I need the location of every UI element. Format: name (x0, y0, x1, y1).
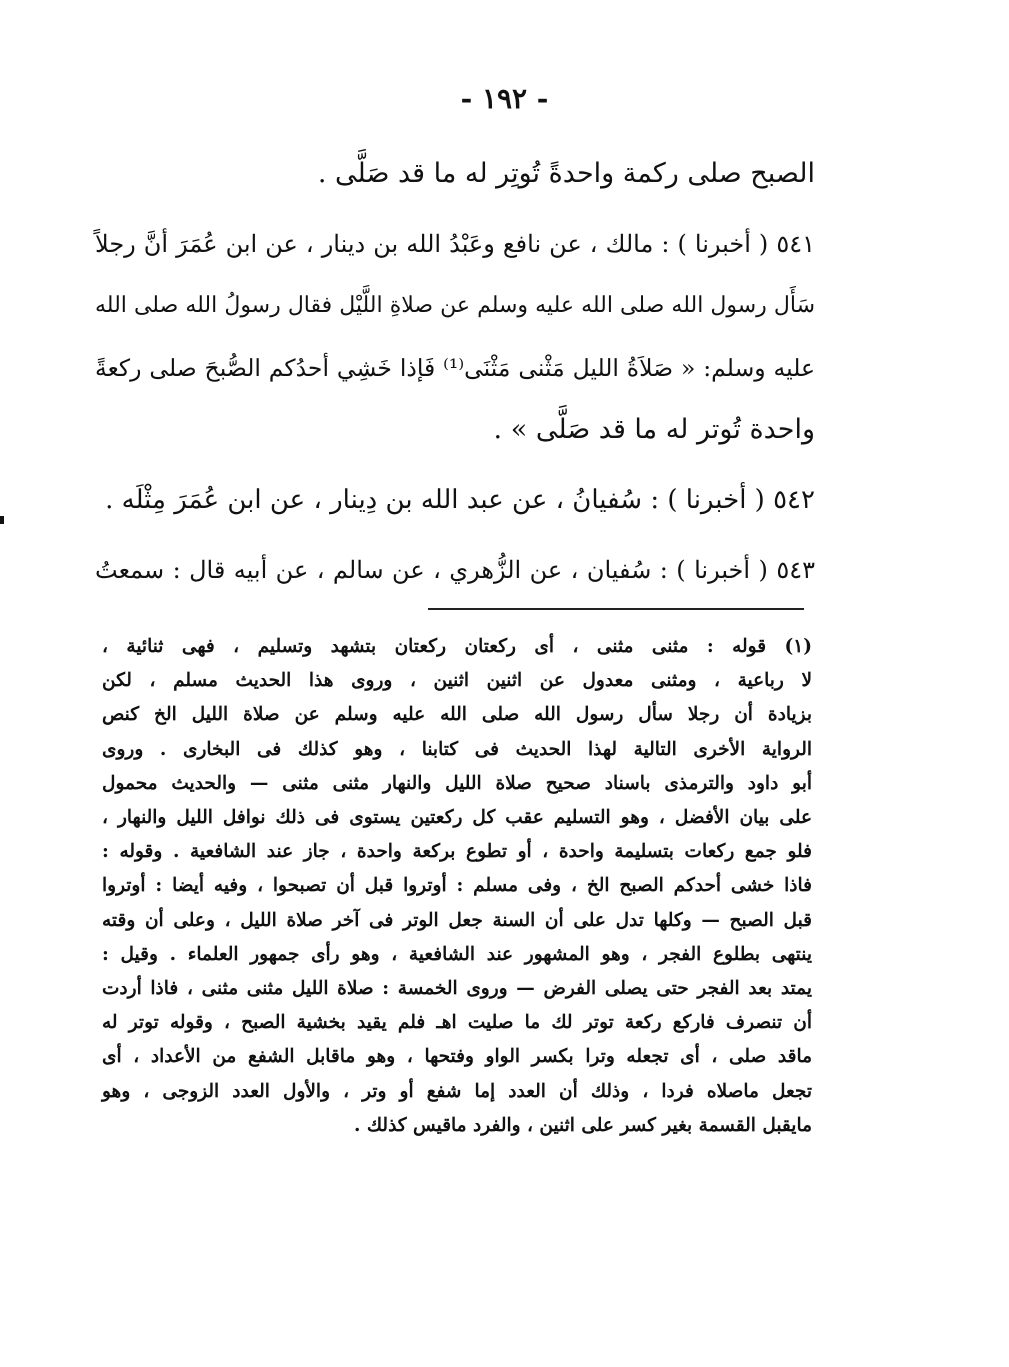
footnote-line: أبو داود والترمذى باسناد صحيح صلاة الليل والنهار مثنى مثنى — والحديث محمول (102, 772, 812, 794)
footnote-line: أن تنصرف فاركع ركعة توتر لك ما صليت اهـ فلم يقيد بخشية الصبح ، وقوله توتر له (102, 1012, 812, 1034)
footnote-line: قبل الصبح — وكلها تدل على أن السنة جعل الوتر فى آخر صلاة الليل ، وعلى أن وقته (102, 909, 812, 931)
footnote-separator (428, 608, 804, 610)
main-line: واحدة تُوتر له ما قد صَلَّى » . (493, 414, 815, 445)
footnote-line: مايقبل القسمة بغير كسر على اثنين ، والفرد ماقيس كذلك . (353, 1114, 812, 1136)
footnote-line: لا رباعية ، ومثنى معدول عن اثنين اثنين ، وروى هذا الحديث مسلم ، لكن (102, 670, 812, 692)
footnote-line: ينتهى بطلوع الفجر ، وهو المشهور عند الشافعية ، وهو رأى جمهور العلماء . وقيل : (102, 943, 812, 965)
main-line: ٥٤٣ ( أخبرنا ) : سُفيان ، عن الزُّهري ، عن سالم ، عن أبيه قال : سمعتُ (95, 556, 815, 584)
main-line: سَأَل رسول الله صلى الله عليه وسلم عن صلاةِ اللَّيْل فقال رسولُ الله صلى الله (95, 293, 815, 318)
footnote-line: الرواية الأخرى التالية لهذا الحديث فى كتابنا ، وهو كذلك فى البخارى . وروى (102, 738, 812, 760)
footnote-line: على بيان الأفضل ، وهو التسليم عقب كل ركعتين يستوى فى ذلك نوافل الليل والنهار ، (102, 807, 812, 829)
footnote (102, 630, 812, 1143)
margin-mark (0, 516, 4, 524)
footnote-line: يمتد بعد الفجر حتى يصلى الفرض — وروى الخمسة : صلاة الليل مثنى مثنى ، فاذا أردت (102, 978, 812, 1000)
footnote-line: ماقد صلى ، أى تجعله وترا بكسر الواو وفتحها ، وهو ماقابل الشفع من الأعداد ، أى (102, 1046, 812, 1068)
main-text (95, 143, 815, 601)
footnote-line: بزيادة أن رجلا سأل رسول الله صلى الله عليه وسلم عن صلاة الليل الخ كنص (102, 704, 812, 726)
footnote-line: فاذا خشى أحدكم الصبح الخ ، وفى مسلم : أوتروا قبل أن تصبحوا ، وفيه أيضا : أوتروا (102, 875, 812, 897)
footnote-line: تجعل ماصلاه فردا ، وذلك أن العدد إما شفع أو وتر ، والأول العدد الزوجى ، وهو (102, 1080, 812, 1102)
page-number: - ١٩٢ - (460, 82, 549, 115)
main-line: ٥٤١ ( أخبرنا ) : مالك ، عن نافع وعَبْدُ الله بن دينار ، عن ابن عُمَرَ أنَّ رجلاً (95, 230, 815, 258)
main-line: ٥٤٢ ( أخبرنا ) : سُفيانُ ، عن عبد الله بن دِينار ، عن ابن عُمَرَ مِثْلَه . (105, 485, 815, 515)
footnote-line: فلو جمع ركعات بتسليمة واحدة ، أو تطوع بركعة واحدة ، جاز عند الشافعية . وقوله : (102, 841, 812, 863)
footnote-line: (١) قوله : مثنى مثنى ، أى ركعتان ركعتان بتشهد وتسليم ، فهى ثنائية ، (102, 636, 812, 657)
main-line: الصبح صلى ركمة واحدةً تُوتِر له ما قد صَلَّى . (317, 158, 815, 189)
main-line: عليه وسلم: « صَلاَةُ الليل مَثْنى مَثْنَى⁽¹⁾ فَإذا خَشِي أحدُكم الصُّبحَ صلى ركعةً (95, 354, 815, 382)
